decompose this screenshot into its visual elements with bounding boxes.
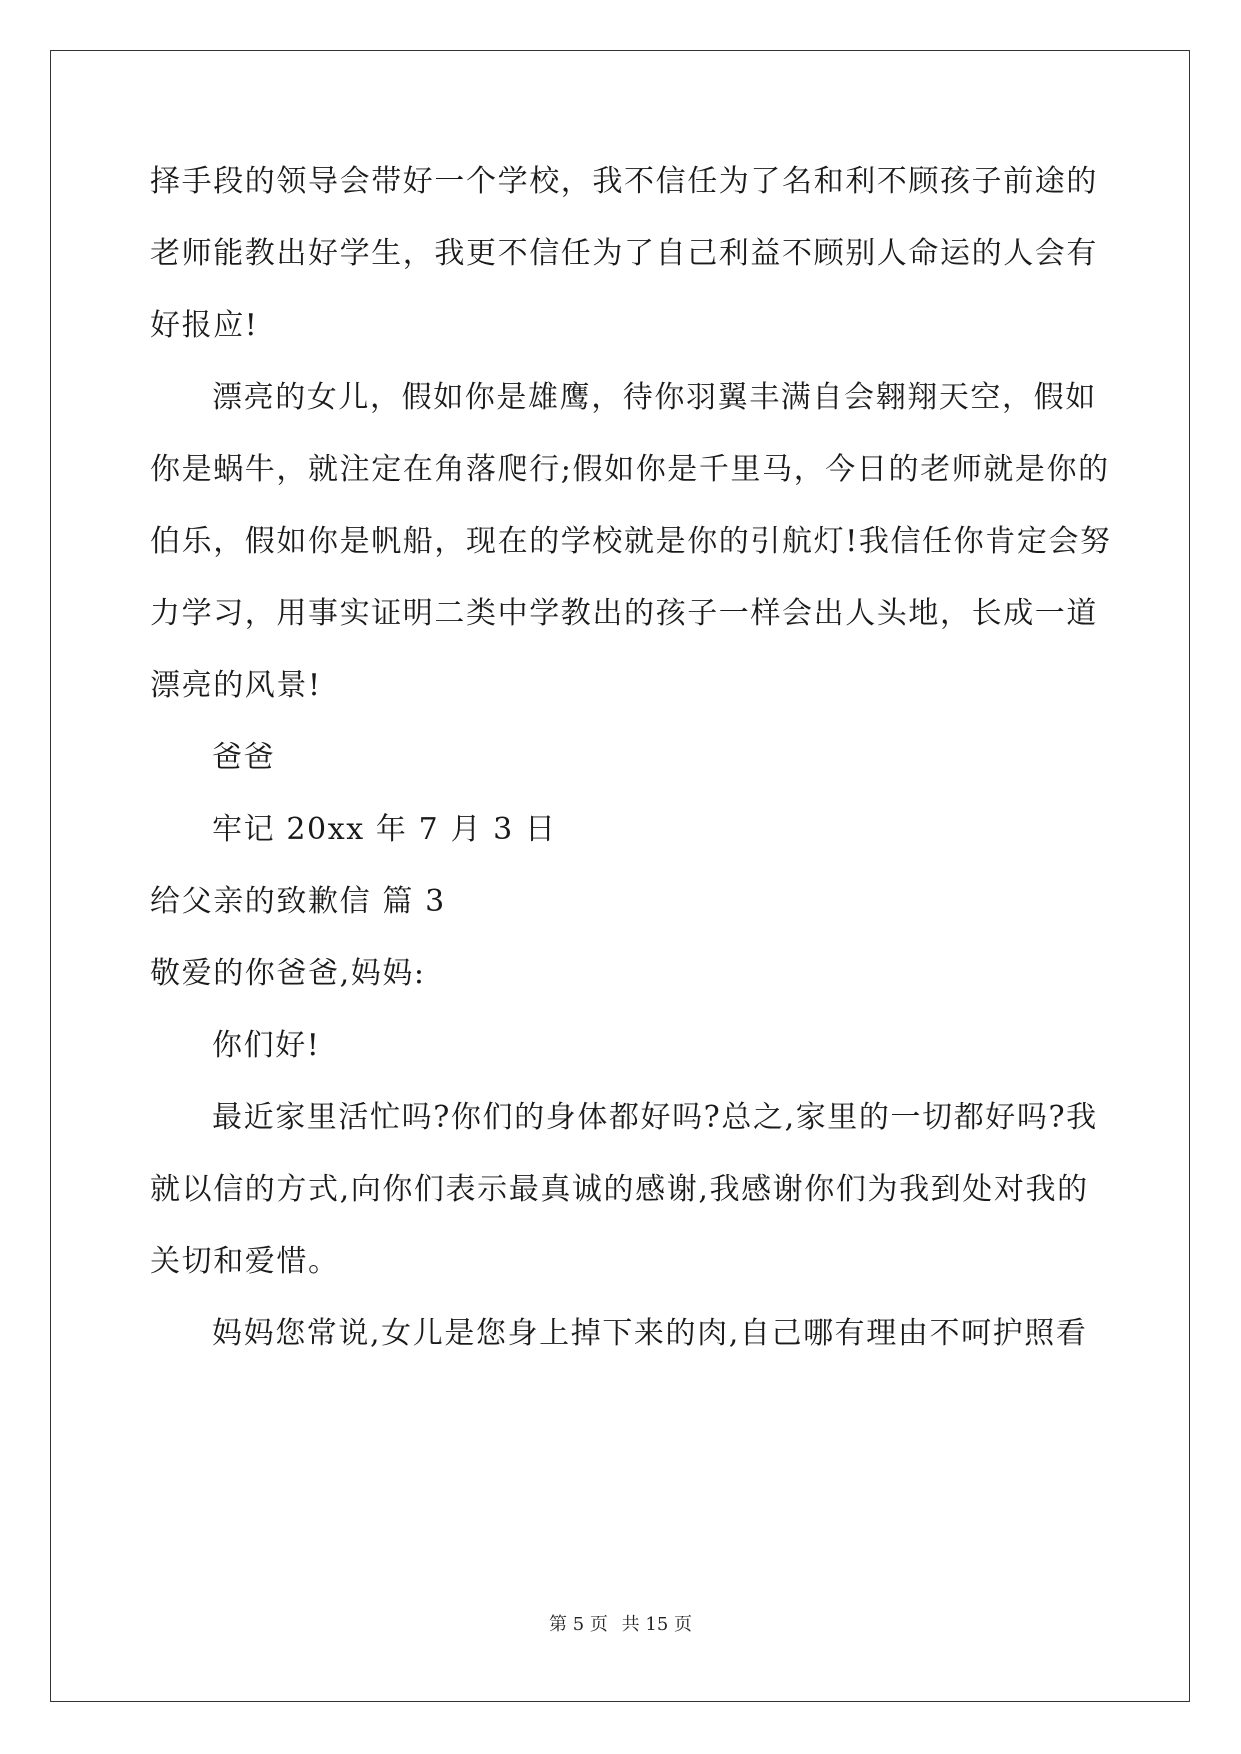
text-line: 力学习，用事实证明二类中学教出的孩子一样会出人头地，长成一道: [150, 596, 1098, 631]
date-line: 牢记 20xx 年 7 月 3 日: [212, 812, 557, 847]
text-line: 关切和爱惜。: [150, 1244, 340, 1279]
section-heading: 给父亲的致歉信 篇 3: [150, 884, 446, 919]
text-line: 你是蜗牛，就注定在角落爬行;假如你是千里马，今日的老师就是你的: [150, 452, 1110, 487]
page-number: 第 5 页: [549, 1614, 608, 1635]
total-pages: 共 15 页: [621, 1614, 692, 1635]
salutation-line: 敬爱的你爸爸,妈妈:: [150, 956, 426, 991]
signature-line: 爸爸: [212, 740, 276, 775]
text-line: 择手段的领导会带好一个学校，我不信任为了名和利不顾孩子前途的: [150, 164, 1098, 199]
text-line: 伯乐，假如你是帆船，现在的学校就是你的引航灯!我信任你肯定会努: [150, 524, 1112, 559]
paragraph-start-line: 漂亮的女儿，假如你是雄鹰，待你羽翼丰满自会翱翔天空，假如: [212, 380, 1097, 415]
greeting-line: 你们好!: [212, 1028, 321, 1063]
page-border: [50, 50, 1190, 1702]
paragraph-start-line: 最近家里活忙吗?你们的身体都好吗?总之,家里的一切都好吗?我: [212, 1100, 1098, 1135]
text-line: 漂亮的风景!: [150, 668, 322, 703]
paragraph-start-line: 妈妈您常说,女儿是您身上掉下来的肉,自己哪有理由不呵护照看: [212, 1316, 1088, 1351]
text-line: 好报应!: [150, 308, 259, 343]
page-footer: [0, 1610, 1241, 1636]
text-line: 就以信的方式,向你们表示最真诚的感谢,我感谢你们为我到处对我的: [150, 1172, 1089, 1207]
text-line: 老师能教出好学生，我更不信任为了自己利益不顾别人命运的人会有: [150, 236, 1098, 271]
